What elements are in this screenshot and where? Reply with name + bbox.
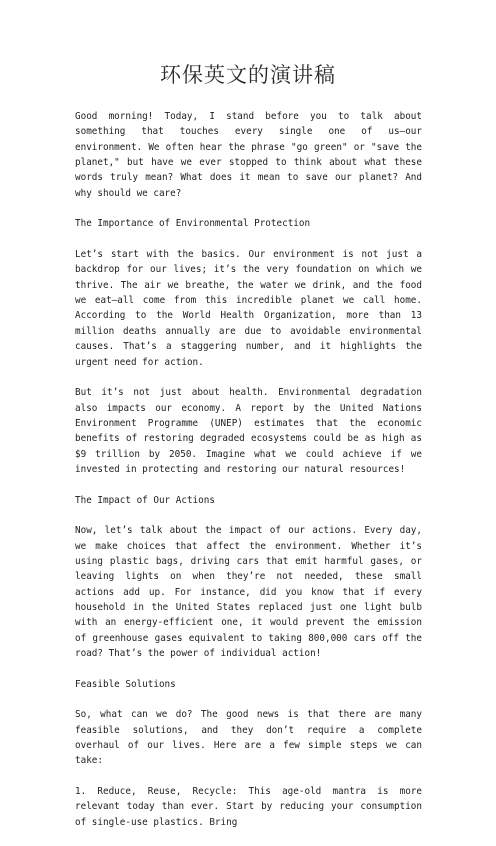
- section-heading-impact: The Impact of Our Actions: [75, 494, 215, 506]
- importance-paragraph: Let’s start with the basics. Our environment is not just a backdrop for our lives; it’s the very foundation on which we thrive. The air we breathe, the water we drink, and the food we eat—all come from this incredible planet we call home. According to the World Health Organization, more than 13 million deaths annually are due to avoidable environmental causes. That’s a staggering number, and it highlights the urgent need for action.: [75, 249, 422, 368]
- document-body: [75, 109, 422, 846]
- impact-paragraph: Now, let’s talk about the impact of our actions. Every day, we make choices that affect the environment. Whether it’s using plastic bags, driving cars that emit harmful gases, or leaving lights on when they’re not needed, these small actions add up. For instance, did you know that if every household in the United States replaced just one light bulb with an energy-efficient one, it would prevent the emission of greenhouse gases equivalent to taking 800,000 cars off the road? That’s the power of individual action!: [75, 525, 422, 660]
- economy-paragraph: But it’s not just about health. Environmental degradation also impacts our economy. A report by the United Nations Environment Programme (UNEP) estimates that the economic benefits of restoring degraded ecosystems could be as high as $9 trillion by 2050. Imagine what we could achieve if we invested in protecting and restoring our natural resources!: [75, 387, 422, 475]
- solutions-intro-paragraph: So, what can we do? The good news is that there are many feasible solutions, and they don’t require a complete overhaul of our lives. Here are a few simple steps we can take:: [75, 709, 422, 767]
- section-heading-importance: The Importance of Environmental Protection: [75, 218, 311, 230]
- solution-item-1: 1. Reduce, Reuse, Recycle: This age-old mantra is more relevant today than ever. Start by reducing your consumption of single-use plastics. Bring: [75, 786, 422, 828]
- document-title: 环保英文的演讲稿: [160, 63, 336, 87]
- intro-paragraph: Good morning! Today, I stand before you to talk about something that touches every single one of us—our environment. We often hear the phrase "go green" or "save the planet," but have we ever stopped to think about what these words truly mean? What does it mean to save our planet? And why should we care?: [75, 111, 422, 199]
- section-heading-solutions: Feasible Solutions: [75, 678, 176, 690]
